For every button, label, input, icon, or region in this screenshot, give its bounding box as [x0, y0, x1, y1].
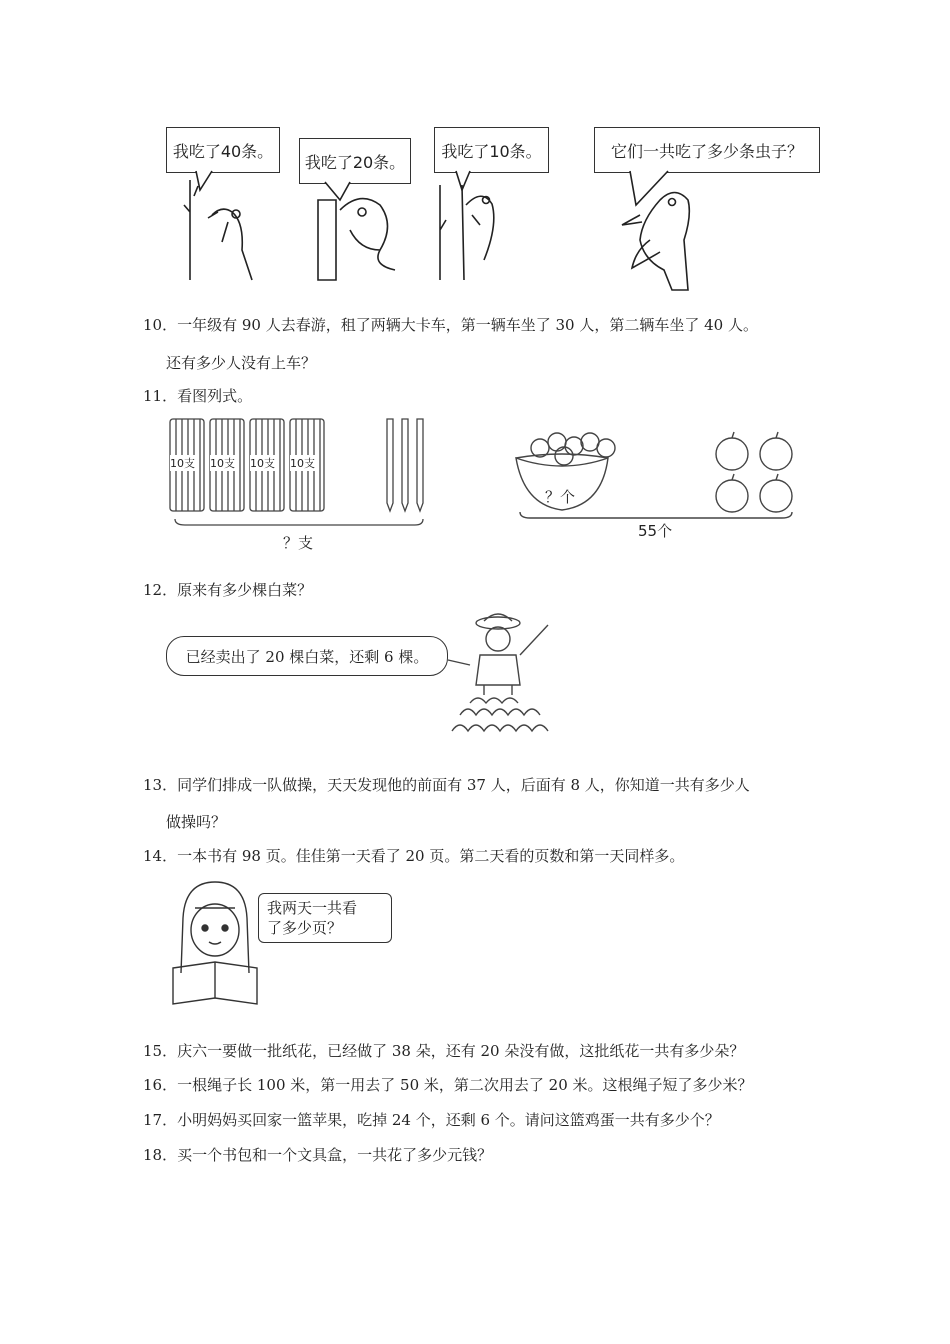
question-17 — [143, 1110, 720, 1130]
question-13-continued: 做操吗？ — [166, 813, 227, 831]
speech-bubble-40: 我吃了40条。 — [166, 127, 280, 173]
question-number: 16． — [143, 1076, 178, 1094]
question-12 — [143, 580, 312, 600]
question-text: 买一个书包和一个文具盒，一共花了多少元钱？ — [177, 1146, 493, 1164]
question-text: 一根绳子长 100 米，第一用去了 50 米，第二次用去了 20 米。这根绳子短了多少米？ — [177, 1076, 753, 1094]
speech-bubble-10: 我吃了10条。 — [434, 127, 549, 173]
question-10 — [143, 315, 758, 335]
woodpecker-illustration — [0, 0, 950, 300]
question-14 — [143, 846, 684, 866]
question-text: 原来有多少棵白菜？ — [177, 581, 313, 599]
question-number: 14． — [143, 847, 178, 865]
bundle-label: 10支 — [290, 457, 315, 470]
question-number: 11． — [143, 387, 178, 405]
girl-speech-bubble — [258, 893, 392, 943]
question-18 — [143, 1145, 492, 1165]
apple — [716, 474, 748, 512]
basket-label: ？个 — [545, 488, 576, 506]
apples-total-label: 55个 — [638, 522, 673, 540]
question-15 — [143, 1041, 744, 1061]
question-text: 小明妈妈买回家一篮苹果，吃掉 24 个，还剩 6 个。请问这篮鸡蛋一共有多少个？ — [177, 1111, 720, 1129]
question-number: 10． — [143, 316, 178, 334]
question-10-continued: 还有多少人没有上车？ — [166, 354, 317, 372]
question-text: 一本书有 98 页。佳佳第一天看了 20 页。第二天看的页数和第一天同样多。 — [177, 847, 685, 865]
question-text: 一年级有 90 人去春游，租了两辆大卡车，第一辆车坐了 30 人，第二辆车坐了 40 人。 — [177, 316, 758, 334]
question-number: 15． — [143, 1042, 178, 1060]
question-text: 看图列式。 — [177, 387, 253, 405]
question-number: 12． — [143, 581, 178, 599]
speech-bubble-question: 它们一共吃了多少条虫子？ — [594, 127, 820, 173]
question-text: 庆六一要做一批纸花，已经做了 38 朵，还有 20 朵没有做，这批纸花一共有多少朵？ — [177, 1042, 745, 1060]
bundle-label: 10支 — [170, 457, 195, 470]
bundle-label: 10支 — [250, 457, 275, 470]
speech-line: 我两天一共看 — [267, 899, 358, 917]
question-16 — [143, 1075, 753, 1095]
speech-bubble-20: 我吃了20条。 — [299, 138, 411, 184]
pencils-total-label: ？支 — [283, 534, 314, 552]
question-number: 18． — [143, 1146, 178, 1164]
girl-reading-illustration — [165, 878, 265, 1008]
bundle-label: 10支 — [210, 457, 235, 470]
farmer-speech-bubble: 已经卖出了 20 棵白菜，还剩 6 棵。 — [166, 636, 448, 676]
cabbage-pile — [452, 698, 548, 731]
apple — [760, 474, 792, 512]
question-11 — [143, 386, 252, 406]
apple — [760, 432, 792, 470]
question-number: 17． — [143, 1111, 178, 1129]
speech-line: 了多少页？ — [267, 919, 343, 937]
question-number: 13． — [143, 776, 178, 794]
question-text: 同学们排成一队做操，天天发现他的前面有 37 人，后面有 8 人，你知道一共有多少人 — [177, 776, 750, 794]
apple — [716, 432, 748, 470]
question-13 — [143, 775, 750, 795]
farmer-cabbage-illustration — [440, 605, 580, 755]
